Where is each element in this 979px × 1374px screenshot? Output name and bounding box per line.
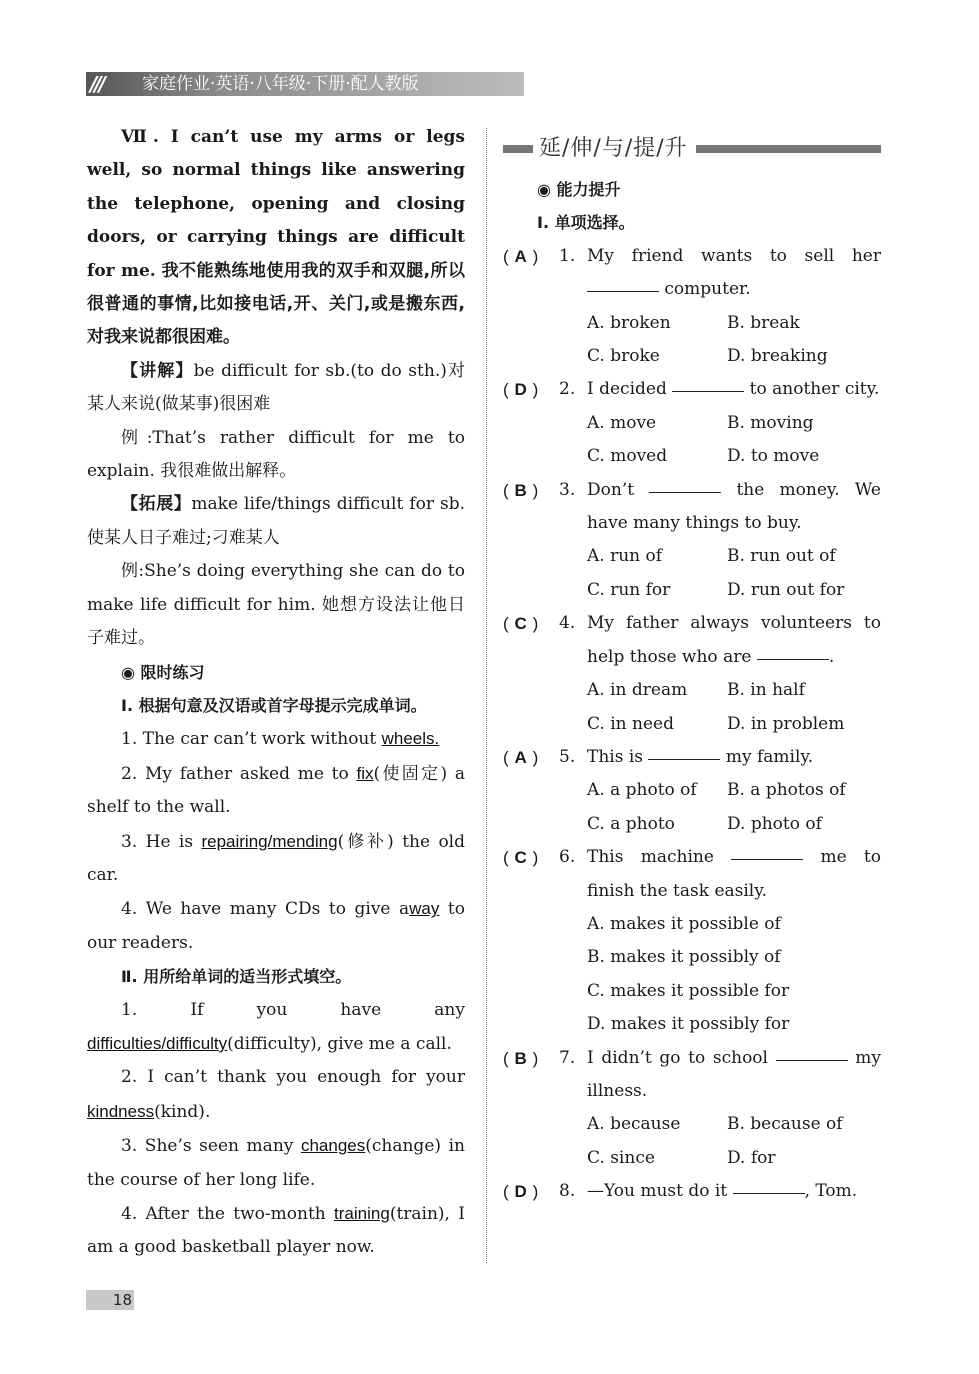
option-a: A. run of: [587, 546, 663, 567]
mc-question: [503, 841, 881, 1041]
answer-mark: ( D ): [503, 1175, 553, 1208]
answer-blank: [587, 290, 659, 292]
example-1: 例:That’s rather difficult for me to explain. 我很难做出解释。: [87, 427, 465, 482]
part1-q4-text: 4. We have many CDs to give a: [121, 899, 410, 920]
mc-question: [503, 607, 881, 741]
mc-question: [503, 1042, 881, 1176]
stem-after-blank: computer.: [659, 279, 751, 300]
stem-before-blank: My friend wants to sell her: [587, 245, 881, 266]
stem-before-blank: This is: [587, 746, 649, 767]
part1-q4-answer: way: [409, 899, 440, 919]
part2-q1-answer: difficulties/difficulty: [87, 1033, 228, 1053]
extend-tag: 【拓展】: [121, 494, 192, 515]
part2-q3-answer: changes: [300, 1136, 366, 1156]
answer-letter: C: [514, 614, 527, 634]
part2-q3-text: 3. She’s seen many: [121, 1136, 301, 1157]
question-number: 4.: [559, 613, 576, 634]
banner-bar-right: [696, 145, 881, 153]
part2-q3: [87, 1129, 465, 1197]
mc-question: [503, 240, 881, 374]
question-number: 8.: [559, 1181, 576, 1202]
column-divider: [486, 128, 487, 1263]
answer-letter: A: [514, 747, 527, 767]
stem-before-blank: My father always volunteers to help those who are: [587, 613, 881, 667]
options: [587, 307, 881, 374]
extend-paragraph: [87, 488, 465, 555]
ability-title: ◉ 能力提升: [537, 180, 621, 199]
option-d: D. for: [727, 1147, 776, 1168]
banner-bar-left: [503, 145, 533, 153]
header-title: 家庭作业·英语·八年级·下册·配人教版: [142, 74, 419, 94]
question-stem: [587, 1042, 881, 1109]
option-c: C. run for: [587, 579, 671, 600]
explain-text: be difficult for sb.(to do sth.)对某人来说(做某事)很困难: [87, 360, 465, 415]
header-slashes: ///: [90, 72, 103, 96]
extend-text: make life/things difficult for sb. 使某人日子难过;刁难某人: [87, 494, 465, 548]
banner-title: 延/伸/与/提/升: [539, 136, 688, 162]
multiple-choice-list: [503, 240, 881, 1209]
part2-q2-rest: (kind).: [154, 1101, 211, 1122]
stem-after-blank: my illness.: [587, 1047, 881, 1101]
option-d: D. to move: [727, 446, 820, 467]
option-c: C. moved: [587, 446, 668, 467]
part1-q4-rest: to our readers.: [87, 899, 465, 953]
page-header: [86, 72, 524, 96]
question-number: 7.: [559, 1047, 576, 1068]
part2-q4-text: 4. After the two-month: [121, 1204, 335, 1224]
question-stem: [587, 474, 881, 541]
part2-q1-rest: (difficulty), give me a call.: [227, 1033, 452, 1054]
option-a: A. makes it possible of: [587, 913, 781, 934]
stem-after-blank: the money. We have many things to buy.: [587, 479, 881, 534]
option-a: A. move: [587, 412, 657, 433]
answer-letter: B: [514, 480, 527, 500]
answer-letter: A: [514, 246, 527, 266]
part1-q2-answer: fix: [356, 763, 374, 783]
options: [587, 674, 881, 741]
part2-q3-rest: (change) in the course of her long life.: [87, 1136, 465, 1190]
stem-after-blank: to another city.: [744, 379, 880, 400]
question-stem: [587, 741, 881, 774]
option-c: C. since: [587, 1147, 655, 1168]
question-number: 5.: [559, 746, 576, 767]
answer-blank: [733, 1192, 805, 1194]
answer-letter: D: [514, 1182, 527, 1202]
option-a: A. because: [587, 1114, 681, 1135]
option-b: B. break: [727, 312, 800, 333]
answer-blank: [776, 1059, 848, 1061]
part1-q3-text: 3. He is: [121, 831, 202, 852]
option-b: B. moving: [727, 412, 814, 433]
part1-q1: [87, 722, 465, 756]
option-c: C. a photo: [587, 813, 675, 834]
example-2: 例:She’s doing everything she can do to make life difficult for him. 她想方设法让他日子难过。: [87, 561, 465, 649]
option-d: D. in problem: [727, 713, 845, 734]
option-d: D. photo of: [727, 813, 822, 834]
page-number: 18: [86, 1290, 134, 1310]
part1-q4: [87, 892, 465, 960]
answer-blank: [672, 390, 744, 392]
option-a: A. in dream: [587, 680, 688, 701]
question-stem: [587, 841, 881, 908]
explain-paragraph: [87, 355, 465, 422]
part2-q1-text: 1. If you have any: [121, 999, 465, 1020]
question-stem: [587, 607, 881, 674]
mc-question: [503, 474, 881, 608]
part2-title: Ⅱ. 用所给单词的适当形式填空。: [121, 967, 352, 987]
part2-q2: [87, 1061, 465, 1129]
right-column: [503, 131, 881, 1209]
question-number: 6.: [559, 847, 576, 868]
part1-q1-text: 1. The car can’t work without: [121, 729, 382, 750]
option-c: C. broke: [587, 346, 660, 367]
option-a: A. broken: [587, 312, 671, 333]
stem-before-blank: This machine: [587, 847, 732, 868]
options: [587, 1108, 881, 1175]
vii-chinese: 我不能熟练地使用我的双手和双腿,所以很普通的事情,比如接电话,开、关门,或是搬东西,对我来说都很困难。: [87, 260, 465, 348]
vii-paragraph: [87, 121, 465, 355]
part1-q2-text: 2. My father asked me to: [121, 763, 357, 784]
part1-q2-rest: (使固定) a shelf to the wall.: [87, 763, 465, 818]
stem-before-blank: I didn’t go to school: [587, 1047, 776, 1068]
question-number: 1.: [559, 245, 576, 266]
options: [587, 774, 881, 841]
answer-blank: [649, 491, 721, 493]
option-d: D. breaking: [727, 346, 828, 367]
section-banner: [503, 131, 881, 167]
option-c: C. makes it possible for: [587, 980, 790, 1001]
options: [587, 540, 881, 607]
stem-after-blank: me to finish the task easily.: [587, 847, 881, 901]
option-d: D. makes it possibly for: [587, 1014, 790, 1035]
vii-english: Ⅶ. I can’t use my arms or legs well, so normal things like answering the telephone, opening and closing doors, or carrying things are difficult for me.: [87, 127, 465, 281]
answer-mark: ( A ): [503, 240, 553, 273]
stem-before-blank: I decided: [587, 379, 673, 400]
stem-after-blank: , Tom.: [804, 1181, 858, 1202]
stem-before-blank: Don’t: [587, 479, 650, 500]
part2-q4-rest: (train), I am a good basketball player now.: [87, 1204, 465, 1258]
left-column: [87, 121, 465, 1265]
part2-q4: [87, 1197, 465, 1265]
practice-title: ◉ 限时练习: [121, 662, 205, 682]
answer-letter: D: [514, 380, 527, 400]
mc-question: [503, 1175, 881, 1208]
answer-blank: [757, 658, 829, 660]
answer-mark: ( B ): [503, 1042, 553, 1075]
option-b: B. in half: [727, 680, 805, 701]
option-c: C. in need: [587, 713, 674, 734]
answer-blank: [731, 858, 803, 860]
option-b: B. because of: [727, 1114, 843, 1135]
question-stem: [587, 240, 881, 307]
part2-q4-answer: training: [334, 1204, 390, 1223]
answer-mark: ( B ): [503, 474, 553, 507]
part2-q2-text: 2. I can’t thank you enough for your: [121, 1067, 465, 1088]
answer-mark: ( C ): [503, 607, 553, 640]
option-a: A. a photo of: [587, 780, 697, 801]
answer-mark: ( D ): [503, 373, 553, 406]
part1-q3: [87, 825, 465, 893]
question-number: 3.: [559, 479, 576, 500]
mc-question: [503, 741, 881, 841]
answer-letter: B: [514, 1048, 527, 1068]
part2-q1: [87, 994, 465, 1062]
option-b: B. makes it possibly of: [587, 947, 781, 968]
options: [587, 908, 881, 1042]
stem-after-blank: my family.: [720, 746, 814, 767]
answer-blank: [648, 758, 720, 760]
answer-mark: ( A ): [503, 741, 553, 774]
answer-mark: ( C ): [503, 841, 553, 874]
part1-q1-answer: wheels.: [381, 729, 440, 749]
options: [587, 407, 881, 474]
option-b: B. a photos of: [727, 780, 846, 801]
part2-q2-answer: kindness: [87, 1101, 155, 1121]
stem-before-blank: —You must do it: [587, 1181, 733, 1202]
stem-after-blank: .: [828, 646, 835, 667]
mc-part-title: Ⅰ. 单项选择。: [537, 213, 635, 233]
part1-title: Ⅰ. 根据句意及汉语或首字母提示完成单词。: [121, 695, 427, 715]
part1-q3-answer: repairing/mending: [201, 831, 338, 851]
question-number: 2.: [559, 379, 576, 400]
part1-q3-rest: (修补) the old car.: [87, 831, 466, 885]
option-b: B. run out of: [727, 546, 836, 567]
mc-question: [503, 373, 881, 473]
part1-q2: [87, 757, 465, 825]
question-stem: [587, 1175, 881, 1208]
explain-tag: 【讲解】: [121, 360, 194, 381]
option-d: D. run out for: [727, 579, 845, 600]
question-stem: [587, 373, 881, 406]
answer-letter: C: [514, 848, 527, 868]
